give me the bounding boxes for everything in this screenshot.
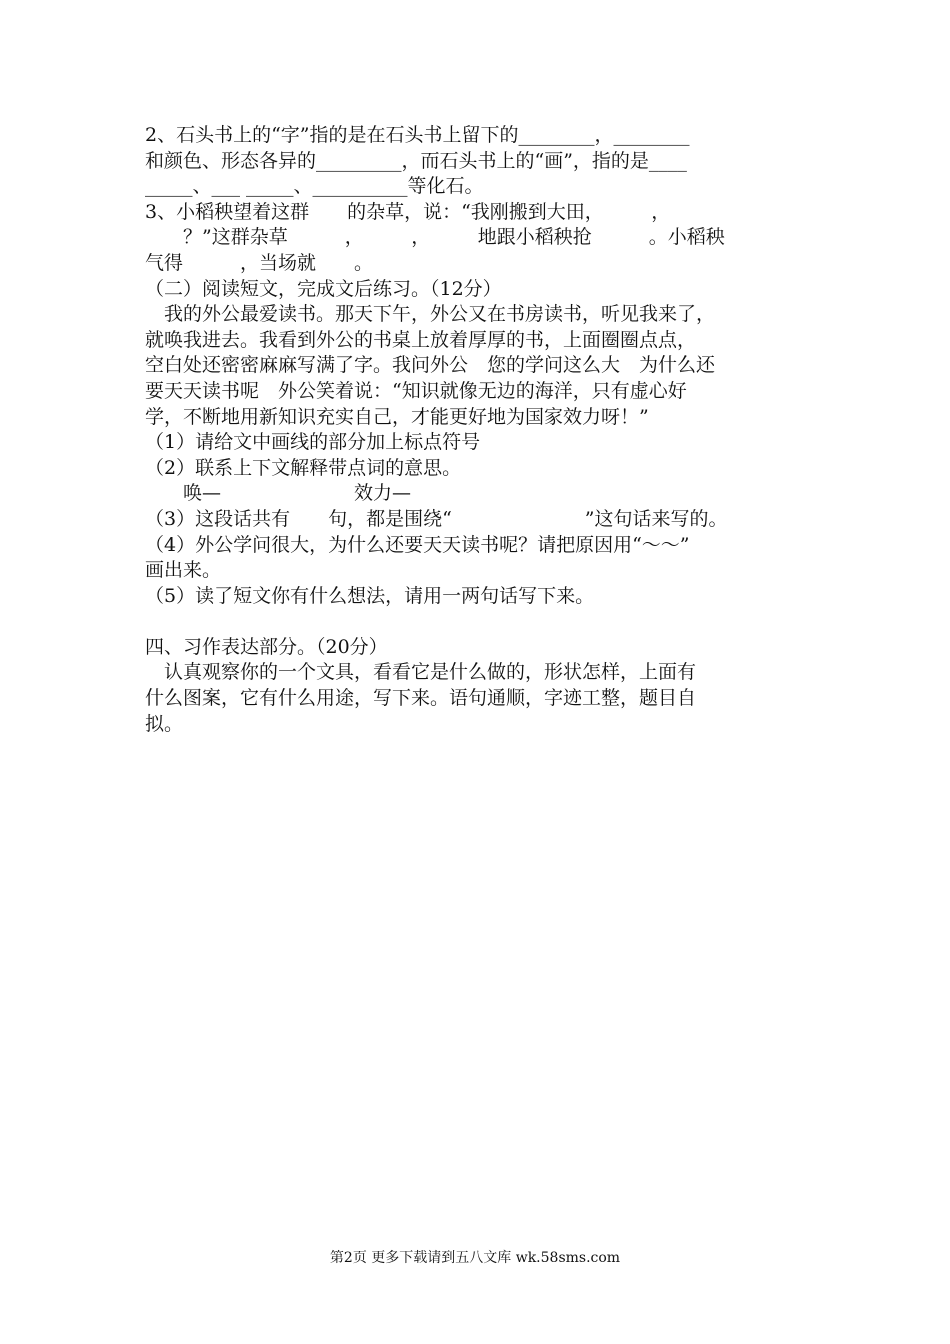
question-line: 唤— 效力— — [145, 482, 412, 505]
q3-line: 气得 ，当场就 。 — [145, 251, 374, 274]
page-footer: 第2页 更多下载请到五八文库 wk.58sms.com — [329, 1250, 621, 1266]
question-line: （5）读了短文你有什么想法，请用一两句话写下来。 — [145, 584, 595, 607]
reading-heading: （二）阅读短文，完成文后练习。（12分） — [145, 277, 502, 300]
writing-heading: 四、习作表达部分。（20分） — [145, 635, 388, 658]
q3-line: ？”这群杂草 ， ， 地跟小稻秧抢 。小稻秧 — [145, 226, 725, 249]
q2-line: _____、___ _____、__________等化石。 — [145, 175, 484, 198]
q3-line: 3、小稻秧望着这群 的杂草，说：“我刚搬到大田， ， — [145, 200, 671, 223]
q2-line: 和颜色、形态各异的_________，而石头书上的“画”，指的是____ — [145, 149, 687, 172]
question-line: （4）外公学问很大，为什么还要天天读书呢？请把原因用“～～” — [145, 533, 690, 556]
passage-line: 学，不断地用新知识充实自己，才能更好地为国家效力呀！” — [145, 405, 649, 428]
passage-line: 要天天读书呢 外公笑着说：“知识就像无边的海洋，只有虚心好 — [145, 379, 687, 402]
passage-line: 就唤我进去。我看到外公的书桌上放着厚厚的书，上面圈圈点点， — [145, 328, 697, 351]
question-line: （3）这段话共有 句，都是围绕“ ”这句话来写的。 — [145, 507, 728, 530]
writing-line: 什么图案，它有什么用途，写下来。语句通顺，字迹工整，题目自 — [145, 687, 697, 710]
question-3 — [145, 200, 815, 277]
writing-prompt — [145, 660, 815, 737]
section-gap — [145, 609, 815, 635]
question-line: （1）请给文中画线的部分加上标点符号 — [145, 431, 481, 454]
q2-line: 2、石头书上的“字”指的是在石头书上留下的________，________ — [145, 124, 690, 146]
passage-line: 我的外公最爱读书。那天下午，外公又在书房读书，听见我来了， — [145, 303, 716, 326]
question-line: 画出来。 — [145, 559, 222, 582]
document-body — [145, 123, 815, 737]
question-line: （2）联系上下文解释带点词的意思。 — [145, 456, 462, 479]
writing-line: 拟。 — [145, 712, 184, 735]
writing-line: 认真观察你的一个文具，看看它是什么做的，形状怎样，上面有 — [145, 661, 697, 684]
passage-line: 空白处还密密麻麻写满了字。我问外公 您的学问这么大 为什么还 — [145, 354, 716, 377]
reading-questions — [145, 430, 815, 609]
question-2 — [145, 123, 815, 200]
reading-passage — [145, 302, 815, 430]
